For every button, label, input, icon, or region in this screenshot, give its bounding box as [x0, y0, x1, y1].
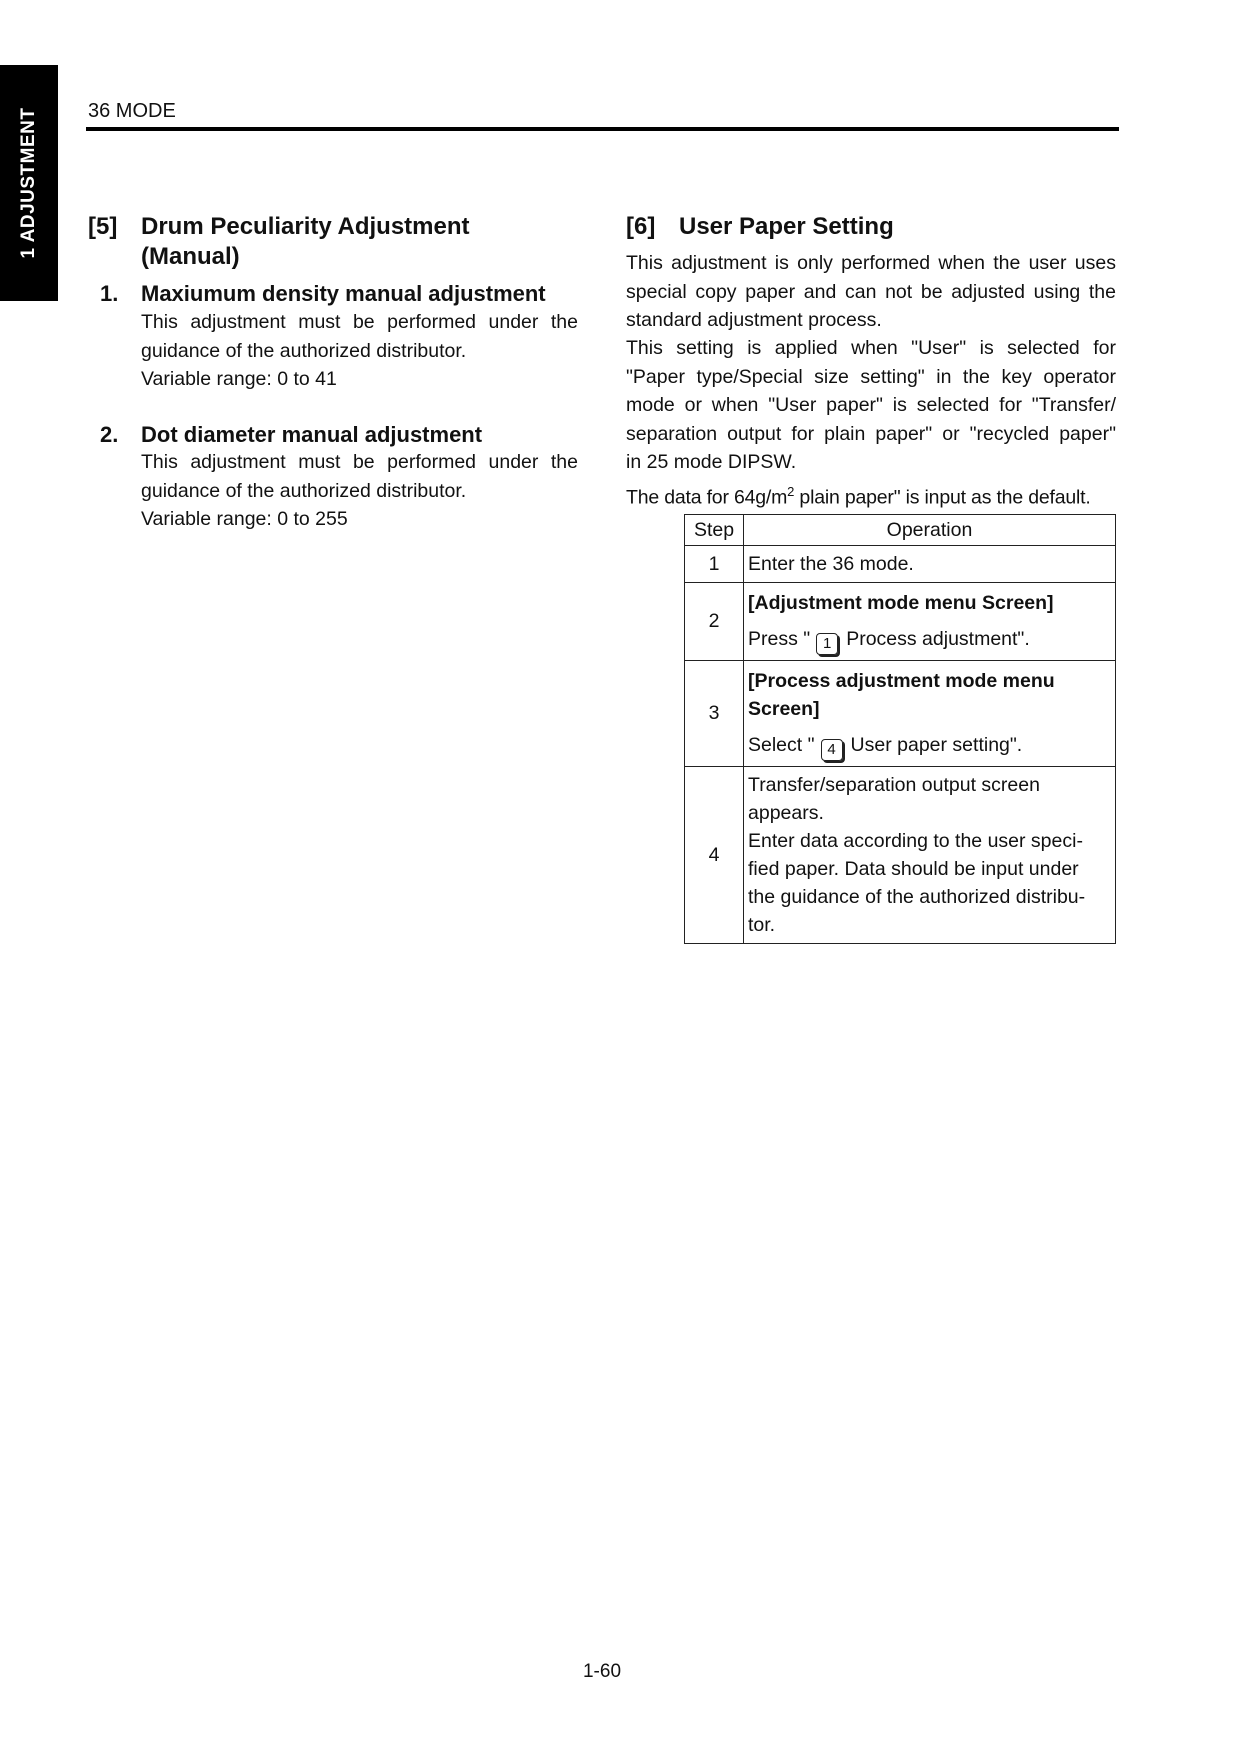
- step-instruction: [748, 731, 1111, 761]
- key-4-icon: 4: [821, 739, 843, 761]
- section6-title: User Paper Setting: [679, 213, 894, 240]
- step-instruction: [748, 625, 1111, 655]
- section5-item2-text-line1: This adjustment must be performed under the: [141, 451, 578, 473]
- section5-title-line2: (Manual): [141, 243, 240, 270]
- section6-para2-line5: in 25 mode DIPSW.: [626, 451, 797, 473]
- screen-name: [Adjustment mode menu Screen]: [748, 591, 1054, 614]
- step-number: 1: [685, 546, 744, 583]
- section5-item1-title: Maxiumum density manual adjustment: [141, 281, 546, 306]
- chapter-side-tab-label: 1 ADJUSTMENT: [18, 107, 39, 259]
- section6-para1-line2: special copy paper and can not be adjusted using the: [626, 280, 1116, 303]
- step-number: 3: [685, 661, 744, 767]
- section6-setting-paragraph: [626, 334, 1116, 477]
- section6-number: [6]: [626, 213, 656, 240]
- section6-para1-line1: This adjustment is only performed when the user uses: [626, 252, 1116, 274]
- header-divider: [86, 127, 1119, 131]
- section6-para2-line4: separation output for plain paper" or "recycled paper": [626, 422, 1116, 445]
- default-note-before: The data for 64g/m: [626, 486, 788, 509]
- section6-default-note: [626, 478, 1116, 512]
- section6-heading: [626, 212, 1126, 242]
- operation-line: fied paper. Data should be input under: [748, 858, 1079, 880]
- procedure-table: [684, 514, 1116, 944]
- section5-item1-number: 1.: [100, 281, 119, 306]
- default-note-after: plain paper" is input as the default.: [794, 486, 1091, 509]
- screen-name-line1: [Process adjustment mode menu: [748, 669, 1055, 692]
- page-number: 1-60: [582, 1661, 622, 1682]
- section5-item1-heading: [100, 281, 600, 307]
- table-row: [685, 583, 1116, 661]
- section5-item2-range: Variable range: 0 to 255: [141, 508, 348, 530]
- section5-item2-text-line2: guidance of the authorized distributor.: [141, 479, 467, 502]
- instruction-prefix: Select ": [748, 733, 815, 756]
- step-operation: [744, 767, 1116, 944]
- table-row: [685, 767, 1116, 944]
- section5-item1-body: [141, 308, 578, 394]
- step-number: 2: [685, 583, 744, 661]
- operation-line: tor.: [748, 914, 776, 936]
- instruction-suffix: Process adjustment".: [846, 627, 1030, 650]
- operation-line: Transfer/separation output screen: [748, 774, 1040, 796]
- step-number: 4: [685, 767, 744, 944]
- section5-item2-body: [141, 448, 578, 534]
- key-1-icon: 1: [816, 633, 838, 655]
- instruction-prefix: Press ": [748, 627, 811, 650]
- section5-item1-text-line1: This adjustment must be performed under the: [141, 311, 578, 333]
- default-note-superscript: 2: [787, 484, 795, 499]
- step-operation: [744, 661, 1116, 767]
- section5-item2-heading: [100, 422, 600, 448]
- section6-intro-paragraph: [626, 249, 1116, 335]
- table-row: [685, 661, 1116, 767]
- table-row: [685, 546, 1116, 583]
- operation-line: the guidance of the authorized distribu-: [748, 886, 1086, 908]
- section6-para2-line1: This setting is applied when "User" is selected for: [626, 337, 1116, 359]
- operation-line: appears.: [748, 802, 824, 824]
- section5-item1-range: Variable range: 0 to 41: [141, 368, 337, 390]
- section5-item1-text-line2: guidance of the authorized distributor.: [141, 339, 467, 362]
- step-operation: Enter the 36 mode.: [744, 546, 1116, 583]
- section6-para1-line3: standard adjustment process.: [626, 309, 882, 331]
- section5-heading: [88, 212, 588, 274]
- operation-column-header: Operation: [744, 515, 1116, 546]
- screen-name-line2: Screen]: [748, 697, 820, 720]
- section5-number: [5]: [88, 213, 118, 240]
- table-header-row: [685, 515, 1116, 546]
- section5-item2-number: 2.: [100, 422, 119, 447]
- operation-line: Enter data according to the user speci-: [748, 830, 1083, 852]
- instruction-suffix: User paper setting".: [850, 733, 1023, 756]
- step-operation: [744, 583, 1116, 661]
- section6-para2-line3: mode or when "User paper" is selected for "Transfer/: [626, 394, 1116, 416]
- section5-title-line1: Drum Peculiarity Adjustment: [141, 213, 470, 240]
- section5-item2-title: Dot diameter manual adjustment: [141, 422, 483, 447]
- step-column-header: Step: [685, 515, 744, 546]
- section6-para2-line2: "Paper type/Special size setting" in the key operator: [626, 365, 1116, 388]
- page-header-title: 36 MODE: [88, 100, 176, 122]
